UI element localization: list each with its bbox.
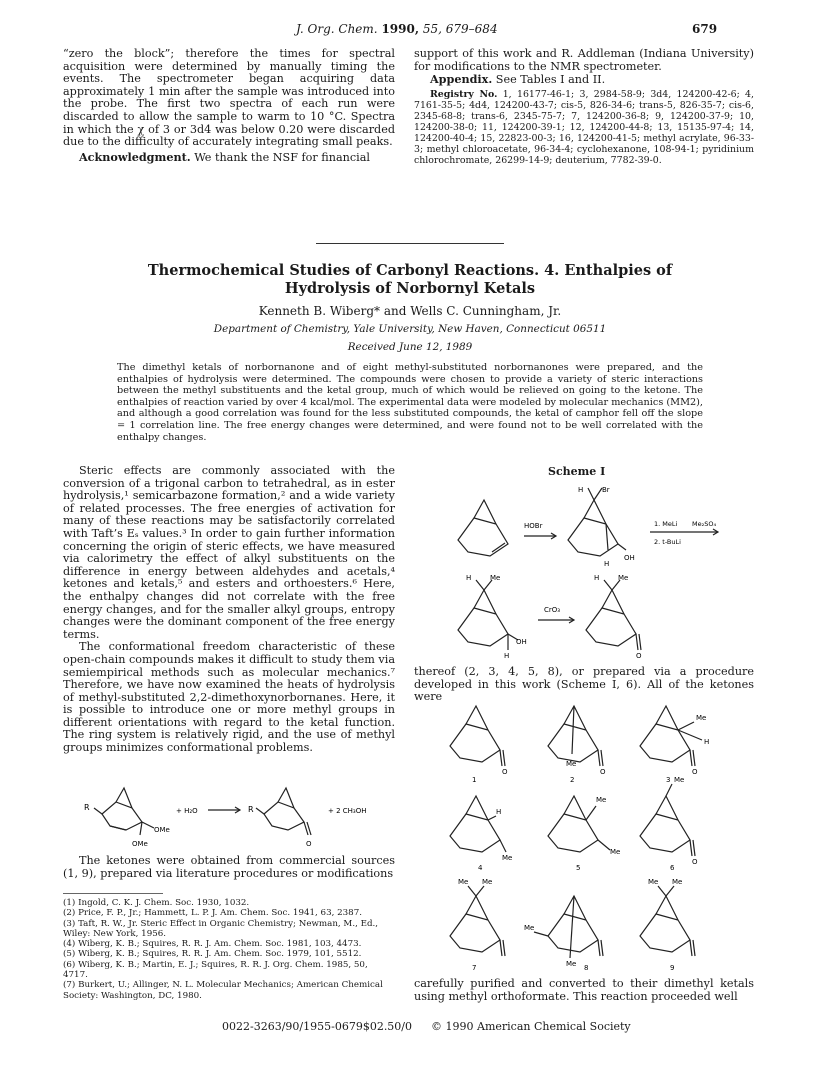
received-date: Received June 12, 1989 xyxy=(347,341,473,353)
compound-4-label: 4 xyxy=(478,864,483,872)
compound-2-structure xyxy=(548,706,603,766)
scheme-h: H xyxy=(578,486,584,494)
copyright: © 1990 American Chemical Society xyxy=(431,1020,631,1033)
compound-1-label: 1 xyxy=(472,776,477,784)
compound-6-o: O xyxy=(692,858,698,866)
acknowledgment: Acknowledgment. We thank the NSF for financial xyxy=(79,149,370,164)
footnote-2: (2) Price, F. P., Jr.; Hammett, L. P. J. Am. Chem. Soc. 1941, 63, 2387. xyxy=(63,908,363,919)
compound-3-h: H xyxy=(704,738,710,746)
footnotes xyxy=(63,898,395,1001)
compound-5-structure xyxy=(548,796,610,852)
compound-8-structure xyxy=(534,896,603,958)
journal-citation: J. Org. Chem. 1990, 55, 679–684 xyxy=(296,22,498,36)
scheme-me-2: Me xyxy=(618,574,629,582)
scheme-step-1: 1. MeLi xyxy=(654,520,678,528)
article-title: Thermochemical Studies of Carbonyl Reactions. 4. Enthalpies of Hydrolysis of Norbornyl Ketals xyxy=(147,262,673,297)
methanol-label: + 2 CH₃OH xyxy=(328,807,367,815)
registry-numbers: Registry No. 1, 16177-46-1; 3, 2984-58-9; 3d4, 124200-42-6; 4, 7161-35-5; 4d4, 124200-43-7; cis-5, 826-34-6; trans-5, 826-35-7; cis-6, 2345-68-8; trans-6, 2345-75-7; 7, 124200-36-8; 9, 124200-37-9; 10, 124200-38-0; 11, 124200-39-1; 12, 124200-44-8; 13, 15135-97-4; 14, 124200-40-4; 15, 22823-00-3; 16, 124200-41-5; methyl acrylate, 96-33-3; methyl chloroacetate, 96-34-4; cyclohexanone, 108-94-1; pyridinium chlorochromate, 26299-14-9; deuterium, 7782-39-0. xyxy=(414,88,754,166)
scheme-i-diagram xyxy=(418,480,758,660)
scheme-o: O xyxy=(636,652,642,660)
body-left-bottom xyxy=(63,855,395,880)
top-right-column xyxy=(414,48,754,166)
compound-4-h: H xyxy=(496,808,502,816)
footer xyxy=(222,1020,631,1033)
hydrolysis-equation xyxy=(70,780,390,850)
compound-3-label: 3 xyxy=(666,776,671,784)
article-separator xyxy=(316,243,504,244)
body-left-column xyxy=(63,465,395,755)
footnote-4: (4) Wiberg, K. B.; Squires, R. R. J. Am. Chem. Soc. 1981, 103, 4473. xyxy=(63,939,362,950)
footnote-7: (7) Burkert, U.; Allinger, N. L. Molecular Mechanics; American Chemical Society: Washington, DC, 1980. xyxy=(63,980,383,1001)
footnote-6: (6) Wiberg, K. B.; Martin, E. J.; Squires, R. R. J. Org. Chem. 1985, 50, 4717. xyxy=(63,959,368,981)
compound-4-structure xyxy=(450,796,506,852)
r-label: R xyxy=(84,803,90,812)
right-paragraph-1: thereof (2, 3, 4, 5, 8), or prepared via a procedure developed in this work (Scheme I, 6). All of the ketones were xyxy=(414,665,754,704)
compound-3-structure xyxy=(640,706,702,766)
compound-5-label: 5 xyxy=(576,864,581,872)
compound-7-me-2: Me xyxy=(482,878,493,886)
ome-label-1: OMe xyxy=(154,826,170,834)
compound-9-me-2: Me xyxy=(672,878,683,886)
intro-paragraph-1: Steric effects are commonly associated with the conversion of a trigonal carbon to tetrahedral, as in ester hydrolysis,¹ semicarbazone formation,² and a wide variety of related processes. The free energies of activation for many of these reactions may be satisfactorily correlated with Taft’s Eₛ values.³ In order to gain further information concerning the origin of steric effects, we have measured via calorimetry the effect of alkyl substituents on the difference in energy between aldehydes and acetals,⁴ ketones and ketals,⁵ and esters and orthoesters.⁶ Here, the enthalpy changes did not correlate with the free energy changes, and for the smaller alkyl groups, entropy changes were the dominant component of the free energy terms. xyxy=(63,464,395,641)
scheme-h-5: H xyxy=(594,574,600,582)
intro-paragraph-2: The conformational freedom characteristic of these open-chain compounds makes it difficult to study them via semiempirical methods such as molecular mechanics.⁷ Therefore, we have now examined the heats of hydrolysis of methyl-substituted 2,2-dimethoxynorbornanes. Here, it is possible to introduce one or more methyl groups in different orientations with regard to the ketal function. The ring system is relatively rigid, and the use of methyl groups minimizes conformational problems. xyxy=(63,640,395,755)
compound-2-me: Me xyxy=(566,760,577,768)
top-left-column xyxy=(63,48,395,164)
abstract: The dimethyl ketals of norbornanone and of eight methyl-substituted norbornanones were prepared, and the enthalpies of hydrolysis were determined. The compounds were chosen to provide a variety of steric interactions between the methyl substituents and the ketal group, much of which would be relieved on going to the ketone. The enthalpies of reaction varied by over 4 kcal/mol. The experimental data were modeled by molecular mechanics (MM2), and although a good correlation was found for the less substituted compounds, the ketal of camphor fell off the slope = 1 correlation line. The free energy changes were determined, and were found not to be well correlated with the enthalpy changes. xyxy=(117,362,704,443)
scheme-br: Br xyxy=(602,486,610,494)
scheme-cro3: CrO₃ xyxy=(544,606,561,614)
compound-2-label: 2 xyxy=(570,776,575,784)
appendix: Appendix. See Tables I and II. xyxy=(430,72,606,87)
oxygen-label: O xyxy=(306,840,312,848)
compound-7-label: 7 xyxy=(472,964,477,972)
compound-4-me: Me xyxy=(502,854,513,862)
compound-8-me-2: Me xyxy=(566,960,577,968)
compound-5-me: Me xyxy=(596,796,607,804)
scheme-h-2: H xyxy=(604,560,610,568)
ome-label-2: OMe xyxy=(132,840,148,848)
scheme-step-2: 2. t-BuLi xyxy=(654,538,681,546)
compound-5-me-2: Me xyxy=(610,848,621,856)
compound-8-me: Me xyxy=(524,924,535,932)
compound-9-label: 9 xyxy=(670,964,675,972)
affiliation: Department of Chemistry, Yale University, New Haven, Connecticut 06511 xyxy=(213,323,607,335)
authors: Kenneth B. Wiberg* and Wells C. Cunningham, Jr. xyxy=(258,304,562,318)
compound-7-me: Me xyxy=(458,878,469,886)
compound-6-label: 6 xyxy=(670,864,675,872)
page-number: 679 xyxy=(692,22,718,36)
scheme-oh-2: OH xyxy=(516,638,527,646)
compound-1-o: O xyxy=(502,768,508,776)
scheme-oh: OH xyxy=(624,554,635,562)
compound-7-structure xyxy=(450,886,505,956)
footnote-5: (5) Wiberg, K. B.; Squires, R. R. J. Am. Chem. Soc. 1979, 101, 5512. xyxy=(63,949,362,960)
compound-3-o: O xyxy=(692,768,698,776)
compound-8-label: 8 xyxy=(584,964,589,972)
ketone-structures xyxy=(440,696,740,976)
body-right-bottom xyxy=(414,978,754,1003)
compound-6-structure xyxy=(640,784,695,856)
footnote-3: (3) Taft, R. W., Jr. Steric Effect in Organic Chemistry; Newman, M., Ed., Wiley: New York, 1956. xyxy=(63,918,379,939)
acknowledgment-continued: support of this work and R. Addleman (Indiana University) for modifications to the NMR spectrometer. xyxy=(414,47,754,73)
article-code: 0022-3263/90/1955-0679$02.50/0 xyxy=(222,1020,413,1033)
compound-3-me: Me xyxy=(696,714,707,722)
water-label: + H₂O xyxy=(176,807,198,815)
scheme-h-3: H xyxy=(466,574,472,582)
scheme-label: Scheme I xyxy=(548,465,606,478)
scheme-me2so4: Me₂SO₄ xyxy=(692,520,717,528)
right-paragraph-2: carefully purified and converted to their dimethyl ketals using methyl orthoformate. This reaction proceeded well xyxy=(414,977,754,1003)
compound-2-o: O xyxy=(600,768,606,776)
footnote-rule xyxy=(63,893,163,894)
scheme-h-4: H xyxy=(504,652,510,660)
compound-9-structure xyxy=(640,886,695,956)
compound-6-me: Me xyxy=(674,776,685,784)
footnote-1: (1) Ingold, C. K. J. Chem. Soc. 1930, 1032. xyxy=(63,898,250,908)
r-label-2: R xyxy=(248,805,254,814)
compound-9-me: Me xyxy=(648,878,659,886)
intro-paragraph-3: The ketones were obtained from commercial sources (1, 9), prepared via literature procedures or modifications xyxy=(63,854,395,880)
scheme-me: Me xyxy=(490,574,501,582)
compound-1-structure xyxy=(450,706,505,766)
scheme-hobr: HOBr xyxy=(524,522,543,530)
previous-article-text: “zero the block”; therefore the times for spectral acquisition were determined by manually timing the events. The spectrometer began acquiring data approximately 1 min after the sample was introduced into the probe. The first two spectra of each run were discarded to allow the sample to warm to 10 °C. Spectra in which the χ of 3 or 3d4 was below 0.20 were discarded due to the difficulty of accurately integrating small peaks. xyxy=(63,47,395,149)
